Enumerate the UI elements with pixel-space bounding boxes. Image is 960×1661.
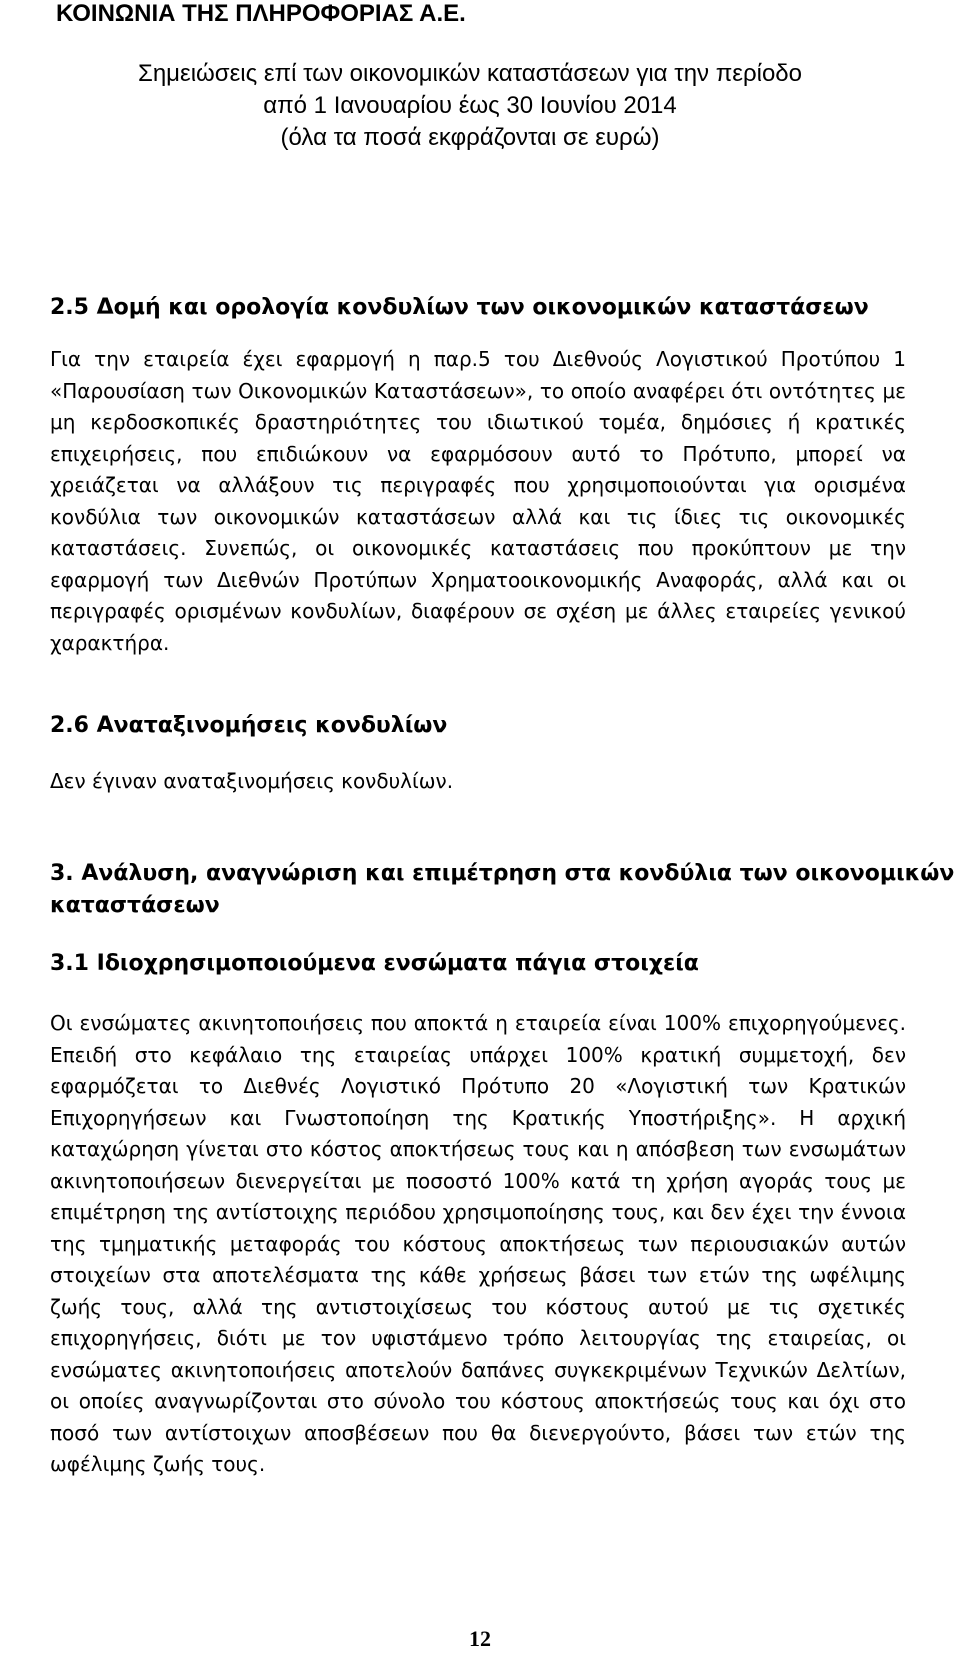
section-3-heading-line: 3. Ανάλυση, αναγνώριση και επιμέτρηση στα κονδύλια των οικονομικών xyxy=(50,861,955,886)
section-3-1-body: Οι ενσώματες ακινητοποιήσεις που αποκτά η εταιρεία είναι 100% επιχορηγούμενες. Επειδή στο κεφάλαιο της εταιρείας υπάρχει 100% κρατική συμμετοχή, δεν εφαρμόζεται το Διεθνές Λογιστικό Πρότυπο 20 «Λογιστική των Κρατικών Επιχορηγήσεων και Γνωστοποίηση της Κρατικής Υποστήριξης». Η αρχική καταχώρηση γίνεται στο κόστος αποκτήσεως τους και η απόσβεση των ενσωμάτων ακινητοποιήσεων διενεργείται με ποσοστό 100% κατά τη χρήση αγοράς τους με επιμέτρηση της αντίστοιχης περιόδου χρησιμοποίησης τους, και δεν έχει την έννοια της τμηματικής μεταφοράς του κόστους αποκτήσεως των περιουσιακών αυτών στοιχείων στα αποτελέσματα της κάθε χρήσεως βάσει των ετών της ωφέλιμης ζωής τους, αλλά της αντιστοιχίσεως του κόστους αυτού με τις σχετικές επιχορηγήσεις, διότι με τον υφιστάμενο τρόπο λειτουργίας της εταιρείας, οι ενσώματες ακινητοποιήσεις αποτελούν δαπάνες συγκεκριμένων Τεχνικών Δελτίων, οι οποίες αναγνωρίζονται στο σύνολο του κόστους αποκτήσεώς τους και όχι στο ποσό των αντίστοιχων αποσβέσεων που θα διενεργούντο, βάσει των ετών της ωφέλιμης ζωής τους. xyxy=(50,1011,906,1476)
document-subtitle xyxy=(100,58,840,154)
section-3-heading xyxy=(50,858,954,922)
section-2-5-body: Για την εταιρεία έχει εφαρμογή η παρ.5 του Διεθνούς Λογιστικού Προτύπου 1 «Παρουσίαση των Οικονομικών Καταστάσεων», το οποίο αναφέρει ότι οντότητες με μη κερδοσκοπικές δραστηριότητες του ιδιωτικού τομέα, δημόσιες ή κρατικές επιχειρήσεις, που επιδιώκουν να εφαρμόσουν αυτό το Πρότυπο, μπορεί να χρειάζεται να αλλάξουν τις περιγραφές που χρησιμοποιούνται για ορισμένα κονδύλια των οικονομικών καταστάσεων αλλά και τις ίδιες τις οικονομικές καταστάσεις. Συνεπώς, οι οικονομικές καταστάσεις που προκύπτουν με την εφαρμογή των Διεθνών Προτύπων Χρηματοοικονομικής Αναφοράς, αλλά και οι περιγραφές ορισμένων κονδυλίων, διαφέρουν σε σχέση με άλλες εταιρείες γενικού χαρακτήρα. xyxy=(50,347,906,655)
section-3-1-heading: 3.1 Ιδιοχρησιμοποιούμενα ενσώματα πάγια στοιχεία xyxy=(50,951,699,976)
company-name: ΚΟΙΝΩΝΙΑ ΤΗΣ ΠΛΗΡΟΦΟΡΙΑΣ Α.Ε. xyxy=(56,0,466,27)
section-2-6-body: Δεν έγιναν αναταξινομήσεις κονδυλίων. xyxy=(50,769,454,793)
subtitle-line: από 1 Ιανουαρίου έως 30 Ιουνίου 2014 xyxy=(263,92,677,119)
section-2-6-heading: 2.6 Αναταξινομήσεις κονδυλίων xyxy=(50,713,448,738)
section-3-heading-line: καταστάσεων xyxy=(50,893,220,918)
page-number: 12 xyxy=(469,1626,491,1651)
subtitle-line: (όλα τα ποσά εκφράζονται σε ευρώ) xyxy=(280,124,660,151)
subtitle-line: Σημειώσεις επί των οικονομικών καταστάσεων για την περίοδο xyxy=(137,60,803,87)
section-2-5-heading: 2.5 Δομή και ορολογία κονδυλίων των οικονομικών καταστάσεων xyxy=(50,295,869,320)
